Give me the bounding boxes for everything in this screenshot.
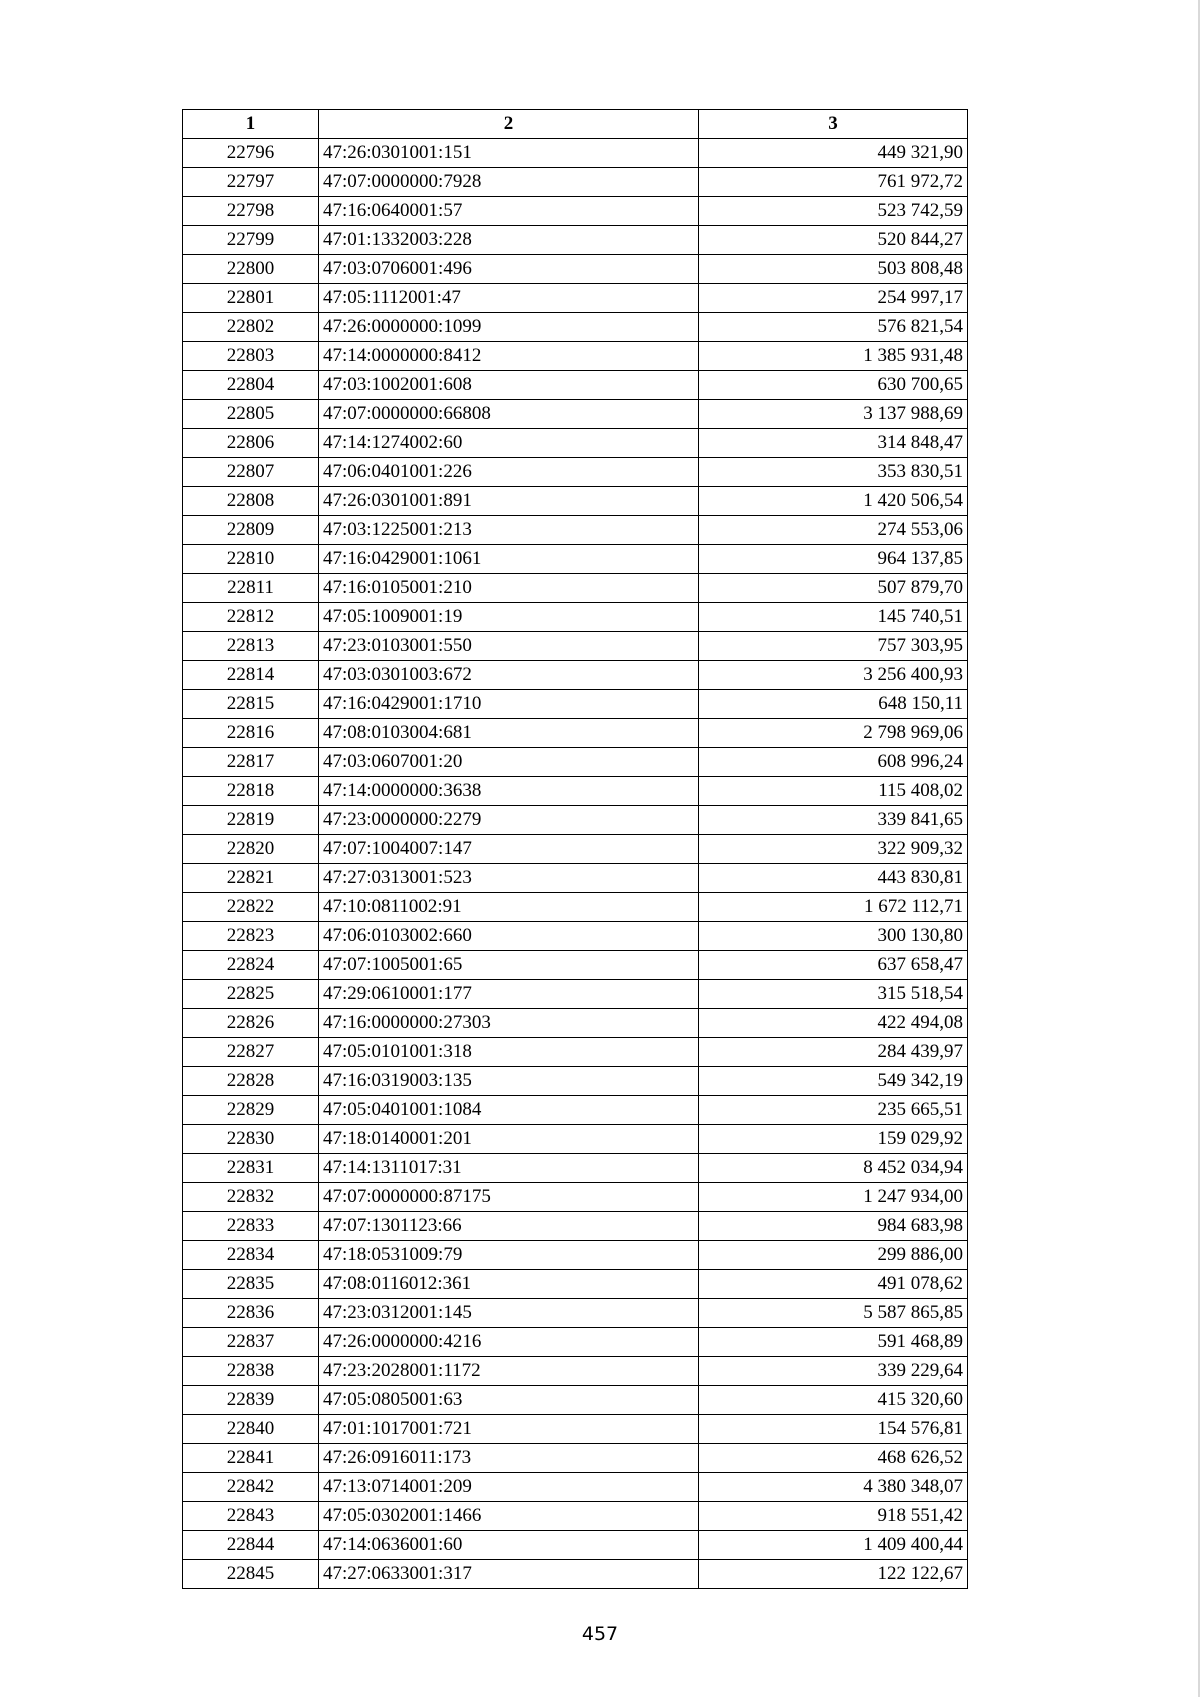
cadastral-value-cell: 339 229,64 [699, 1357, 968, 1386]
table-row [183, 284, 968, 313]
cadastral-value-cell: 576 821,54 [699, 313, 968, 342]
row-number-cell: 22801 [183, 284, 319, 313]
cadastral-number-cell: 47:23:0000000:2279 [319, 806, 699, 835]
table-row [183, 1241, 968, 1270]
table-row [183, 458, 968, 487]
table-row [183, 516, 968, 545]
cadastral-number-cell: 47:05:0401001:1084 [319, 1096, 699, 1125]
cadastral-value-cell: 918 551,42 [699, 1502, 968, 1531]
column-header-value: 3 [699, 110, 968, 139]
cadastral-number-cell: 47:05:1009001:19 [319, 603, 699, 632]
cadastral-number-cell: 47:07:1004007:147 [319, 835, 699, 864]
row-number-cell: 22822 [183, 893, 319, 922]
cadastral-number-cell: 47:26:0916011:173 [319, 1444, 699, 1473]
cadastral-number-cell: 47:16:0429001:1710 [319, 690, 699, 719]
cadastral-value-table [182, 109, 968, 1589]
cadastral-number-cell: 47:14:1311017:31 [319, 1154, 699, 1183]
table-row [183, 1009, 968, 1038]
cadastral-value-cell: 630 700,65 [699, 371, 968, 400]
cadastral-value-cell: 315 518,54 [699, 980, 968, 1009]
cadastral-number-cell: 47:07:0000000:66808 [319, 400, 699, 429]
table-row [183, 371, 968, 400]
table-row [183, 168, 968, 197]
cadastral-number-cell: 47:14:1274002:60 [319, 429, 699, 458]
cadastral-number-cell: 47:05:0302001:1466 [319, 1502, 699, 1531]
row-number-cell: 22813 [183, 632, 319, 661]
row-number-cell: 22829 [183, 1096, 319, 1125]
cadastral-number-cell: 47:23:2028001:1172 [319, 1357, 699, 1386]
cadastral-value-cell: 145 740,51 [699, 603, 968, 632]
cadastral-value-cell: 637 658,47 [699, 951, 968, 980]
cadastral-value-cell: 115 408,02 [699, 777, 968, 806]
row-number-cell: 22831 [183, 1154, 319, 1183]
cadastral-number-cell: 47:06:0103002:660 [319, 922, 699, 951]
row-number-cell: 22796 [183, 139, 319, 168]
cadastral-value-cell: 353 830,51 [699, 458, 968, 487]
row-number-cell: 22840 [183, 1415, 319, 1444]
cadastral-number-cell: 47:05:0805001:63 [319, 1386, 699, 1415]
table-row [183, 400, 968, 429]
row-number-cell: 22845 [183, 1560, 319, 1589]
cadastral-value-cell: 1 409 400,44 [699, 1531, 968, 1560]
table-row [183, 1415, 968, 1444]
cadastral-value-cell: 648 150,11 [699, 690, 968, 719]
cadastral-number-cell: 47:26:0301001:891 [319, 487, 699, 516]
row-number-cell: 22806 [183, 429, 319, 458]
row-number-cell: 22815 [183, 690, 319, 719]
table-row [183, 1328, 968, 1357]
table-row [183, 719, 968, 748]
table-row [183, 1357, 968, 1386]
cadastral-number-cell: 47:08:0103004:681 [319, 719, 699, 748]
row-number-cell: 22809 [183, 516, 319, 545]
row-number-cell: 22807 [183, 458, 319, 487]
row-number-cell: 22824 [183, 951, 319, 980]
row-number-cell: 22823 [183, 922, 319, 951]
cadastral-value-cell: 449 321,90 [699, 139, 968, 168]
row-number-cell: 22830 [183, 1125, 319, 1154]
cadastral-value-cell: 608 996,24 [699, 748, 968, 777]
table-row [183, 951, 968, 980]
row-number-cell: 22842 [183, 1473, 319, 1502]
table-row [183, 835, 968, 864]
cadastral-number-cell: 47:03:1225001:213 [319, 516, 699, 545]
cadastral-value-cell: 314 848,47 [699, 429, 968, 458]
row-number-cell: 22797 [183, 168, 319, 197]
cadastral-value-cell: 322 909,32 [699, 835, 968, 864]
cadastral-number-cell: 47:03:1002001:608 [319, 371, 699, 400]
cadastral-value-cell: 964 137,85 [699, 545, 968, 574]
row-number-cell: 22833 [183, 1212, 319, 1241]
table-row [183, 1038, 968, 1067]
cadastral-value-cell: 1 420 506,54 [699, 487, 968, 516]
row-number-cell: 22826 [183, 1009, 319, 1038]
row-number-cell: 22798 [183, 197, 319, 226]
cadastral-number-cell: 47:10:0811002:91 [319, 893, 699, 922]
row-number-cell: 22834 [183, 1241, 319, 1270]
table-row [183, 1560, 968, 1589]
row-number-cell: 22839 [183, 1386, 319, 1415]
row-number-cell: 22800 [183, 255, 319, 284]
column-header-cadastral-number: 2 [319, 110, 699, 139]
cadastral-number-cell: 47:18:0531009:79 [319, 1241, 699, 1270]
cadastral-number-cell: 47:14:0636001:60 [319, 1531, 699, 1560]
cadastral-value-cell: 3 256 400,93 [699, 661, 968, 690]
row-number-cell: 22838 [183, 1357, 319, 1386]
cadastral-number-cell: 47:18:0140001:201 [319, 1125, 699, 1154]
table-row [183, 777, 968, 806]
table-row [183, 197, 968, 226]
cadastral-value-cell: 235 665,51 [699, 1096, 968, 1125]
row-number-cell: 22837 [183, 1328, 319, 1357]
cadastral-number-cell: 47:07:1005001:65 [319, 951, 699, 980]
cadastral-number-cell: 47:07:1301123:66 [319, 1212, 699, 1241]
cadastral-number-cell: 47:05:1112001:47 [319, 284, 699, 313]
cadastral-value-cell: 591 468,89 [699, 1328, 968, 1357]
row-number-cell: 22799 [183, 226, 319, 255]
cadastral-value-cell: 549 342,19 [699, 1067, 968, 1096]
cadastral-value-cell: 520 844,27 [699, 226, 968, 255]
cadastral-number-cell: 47:14:0000000:3638 [319, 777, 699, 806]
row-number-cell: 22805 [183, 400, 319, 429]
table-row [183, 313, 968, 342]
table-row [183, 1067, 968, 1096]
table-row [183, 1473, 968, 1502]
table-row [183, 1270, 968, 1299]
table-row [183, 545, 968, 574]
cadastral-value-cell: 1 247 934,00 [699, 1183, 968, 1212]
cadastral-number-cell: 47:03:0607001:20 [319, 748, 699, 777]
table-row [183, 226, 968, 255]
cadastral-number-cell: 47:26:0301001:151 [319, 139, 699, 168]
cadastral-number-cell: 47:27:0313001:523 [319, 864, 699, 893]
cadastral-number-cell: 47:26:0000000:4216 [319, 1328, 699, 1357]
cadastral-number-cell: 47:16:0640001:57 [319, 197, 699, 226]
table-row [183, 748, 968, 777]
table-row [183, 864, 968, 893]
cadastral-value-cell: 491 078,62 [699, 1270, 968, 1299]
table-row [183, 1096, 968, 1125]
cadastral-number-cell: 47:26:0000000:1099 [319, 313, 699, 342]
cadastral-value-cell: 523 742,59 [699, 197, 968, 226]
table-row [183, 1299, 968, 1328]
row-number-cell: 22841 [183, 1444, 319, 1473]
row-number-cell: 22817 [183, 748, 319, 777]
table-row [183, 1502, 968, 1531]
cadastral-number-cell: 47:01:1017001:721 [319, 1415, 699, 1444]
cadastral-number-cell: 47:14:0000000:8412 [319, 342, 699, 371]
cadastral-number-cell: 47:16:0319003:135 [319, 1067, 699, 1096]
cadastral-value-cell: 300 130,80 [699, 922, 968, 951]
row-number-cell: 22804 [183, 371, 319, 400]
cadastral-number-cell: 47:16:0429001:1061 [319, 545, 699, 574]
cadastral-number-cell: 47:16:0000000:27303 [319, 1009, 699, 1038]
cadastral-value-cell: 154 576,81 [699, 1415, 968, 1444]
table-row [183, 1154, 968, 1183]
cadastral-value-cell: 1 672 112,71 [699, 893, 968, 922]
cadastral-number-cell: 47:29:0610001:177 [319, 980, 699, 1009]
cadastral-value-cell: 2 798 969,06 [699, 719, 968, 748]
row-number-cell: 22821 [183, 864, 319, 893]
table-row [183, 255, 968, 284]
row-number-cell: 22820 [183, 835, 319, 864]
cadastral-value-cell: 8 452 034,94 [699, 1154, 968, 1183]
cadastral-value-cell: 468 626,52 [699, 1444, 968, 1473]
cadastral-value-cell: 4 380 348,07 [699, 1473, 968, 1502]
row-number-cell: 22825 [183, 980, 319, 1009]
table-row [183, 922, 968, 951]
cadastral-value-cell: 339 841,65 [699, 806, 968, 835]
table-row [183, 893, 968, 922]
cadastral-value-cell: 761 972,72 [699, 168, 968, 197]
cadastral-value-cell: 507 879,70 [699, 574, 968, 603]
cadastral-value-cell: 5 587 865,85 [699, 1299, 968, 1328]
row-number-cell: 22816 [183, 719, 319, 748]
row-number-cell: 22835 [183, 1270, 319, 1299]
page-number: 457 [581, 1623, 619, 1645]
cadastral-value-cell: 274 553,06 [699, 516, 968, 545]
cadastral-number-cell: 47:13:0714001:209 [319, 1473, 699, 1502]
row-number-cell: 22836 [183, 1299, 319, 1328]
cadastral-value-cell: 503 808,48 [699, 255, 968, 284]
cadastral-number-cell: 47:08:0116012:361 [319, 1270, 699, 1299]
row-number-cell: 22810 [183, 545, 319, 574]
row-number-cell: 22828 [183, 1067, 319, 1096]
table-row [183, 690, 968, 719]
row-number-cell: 22818 [183, 777, 319, 806]
row-number-cell: 22802 [183, 313, 319, 342]
table-row [183, 1212, 968, 1241]
table-row [183, 1386, 968, 1415]
cadastral-value-cell: 984 683,98 [699, 1212, 968, 1241]
cadastral-number-cell: 47:23:0312001:145 [319, 1299, 699, 1328]
table-row [183, 603, 968, 632]
cadastral-number-cell: 47:16:0105001:210 [319, 574, 699, 603]
cadastral-number-cell: 47:07:0000000:7928 [319, 168, 699, 197]
row-number-cell: 22808 [183, 487, 319, 516]
table-row [183, 806, 968, 835]
table-row [183, 429, 968, 458]
table-row [183, 342, 968, 371]
cadastral-value-cell: 757 303,95 [699, 632, 968, 661]
row-number-cell: 22832 [183, 1183, 319, 1212]
cadastral-value-cell: 443 830,81 [699, 864, 968, 893]
cadastral-number-cell: 47:06:0401001:226 [319, 458, 699, 487]
table-row [183, 1444, 968, 1473]
column-header-number: 1 [183, 110, 319, 139]
cadastral-value-cell: 159 029,92 [699, 1125, 968, 1154]
cadastral-value-cell: 299 886,00 [699, 1241, 968, 1270]
cadastral-value-cell: 422 494,08 [699, 1009, 968, 1038]
table-row [183, 1183, 968, 1212]
table-row [183, 980, 968, 1009]
cadastral-value-cell: 122 122,67 [699, 1560, 968, 1589]
row-number-cell: 22843 [183, 1502, 319, 1531]
table-row [183, 1531, 968, 1560]
cadastral-number-cell: 47:05:0101001:318 [319, 1038, 699, 1067]
table-row [183, 139, 968, 168]
cadastral-value-cell: 415 320,60 [699, 1386, 968, 1415]
row-number-cell: 22819 [183, 806, 319, 835]
cadastral-number-cell: 47:01:1332003:228 [319, 226, 699, 255]
cadastral-number-cell: 47:07:0000000:87175 [319, 1183, 699, 1212]
cadastral-value-cell: 1 385 931,48 [699, 342, 968, 371]
cadastral-number-cell: 47:23:0103001:550 [319, 632, 699, 661]
table-body [183, 139, 968, 1589]
table-row [183, 1125, 968, 1154]
cadastral-value-cell: 284 439,97 [699, 1038, 968, 1067]
row-number-cell: 22812 [183, 603, 319, 632]
row-number-cell: 22844 [183, 1531, 319, 1560]
cadastral-number-cell: 47:27:0633001:317 [319, 1560, 699, 1589]
cadastral-value-cell: 254 997,17 [699, 284, 968, 313]
table-row [183, 661, 968, 690]
table-row [183, 487, 968, 516]
cadastral-number-cell: 47:03:0301003:672 [319, 661, 699, 690]
cadastral-number-cell: 47:03:0706001:496 [319, 255, 699, 284]
row-number-cell: 22803 [183, 342, 319, 371]
row-number-cell: 22827 [183, 1038, 319, 1067]
cadastral-value-cell: 3 137 988,69 [699, 400, 968, 429]
table-row [183, 632, 968, 661]
row-number-cell: 22811 [183, 574, 319, 603]
table-header-row [183, 110, 968, 139]
table-row [183, 574, 968, 603]
row-number-cell: 22814 [183, 661, 319, 690]
